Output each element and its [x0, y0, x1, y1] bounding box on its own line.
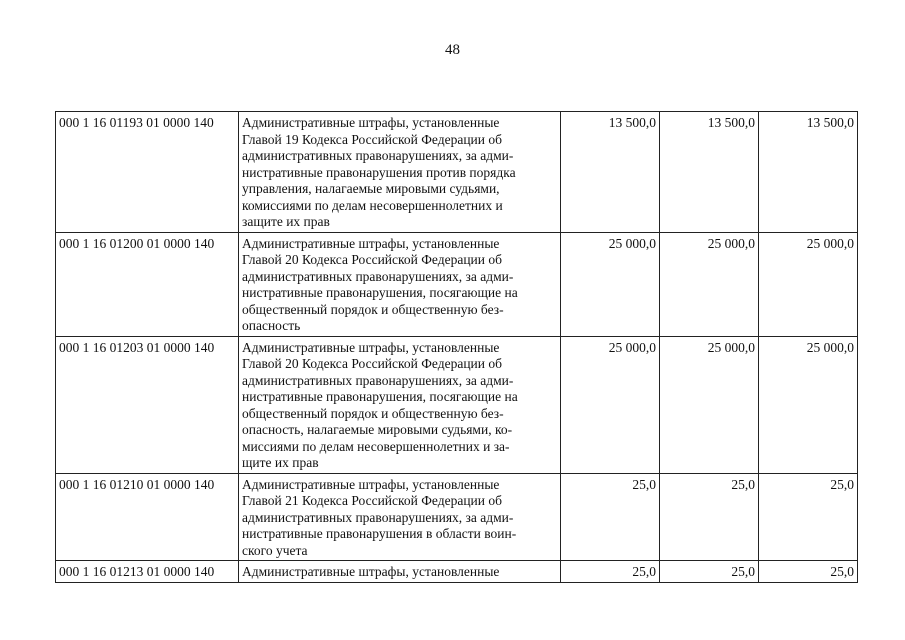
revenue-name-line: нистративные правонарушения, посягающие на [242, 389, 518, 404]
revenue-name-cell [239, 336, 561, 473]
amount-year-3-cell: 13 500,0 [759, 112, 858, 233]
revenue-name-line: Административные штрафы, установленные [242, 339, 500, 355]
amount-year-3-cell: 25,0 [759, 561, 858, 583]
amount-year-2-cell: 25,0 [660, 473, 759, 561]
revenue-code-cell: 000 1 16 01213 01 0000 140 [56, 561, 239, 583]
table-row [56, 473, 858, 561]
amount-year-2-cell: 25,0 [660, 561, 759, 583]
amount-year-3-cell: 25 000,0 [759, 232, 858, 336]
revenue-name-cell [239, 232, 561, 336]
revenue-name-cell [239, 112, 561, 233]
revenue-name-line: защите их прав [242, 214, 330, 229]
revenue-name-line: общественный порядок и общественную без- [242, 301, 504, 317]
table-row [56, 232, 858, 336]
amount-year-2-cell: 25 000,0 [660, 336, 759, 473]
table-row [56, 336, 858, 473]
table-row [56, 112, 858, 233]
amount-year-1-cell: 25 000,0 [561, 336, 660, 473]
page-number: 48 [445, 42, 460, 58]
revenue-name-line: Главой 19 Кодекса Российской Федерации об [242, 131, 502, 147]
revenue-name-line: комиссиями по делам несовершеннолетних и [242, 197, 503, 213]
revenue-name-line: административных правонарушениях, за адми- [242, 148, 514, 163]
revenue-name-line: Главой 20 Кодекса Российской Федерации об [242, 252, 502, 267]
revenue-name-cell [239, 473, 561, 561]
revenue-name-line: щите их прав [242, 455, 319, 470]
amount-year-2-cell: 13 500,0 [660, 112, 759, 233]
revenue-name-line: Главой 20 Кодекса Российской Федерации об [242, 356, 502, 371]
revenue-name-line: Административные штрафы, установленные [242, 235, 500, 251]
revenue-code-cell: 000 1 16 01200 01 0000 140 [56, 232, 239, 336]
amount-year-1-cell: 13 500,0 [561, 112, 660, 233]
revenue-name-line: миссиями по делам несовершеннолетних и за- [242, 438, 510, 454]
revenue-name-line: Главой 21 Кодекса Российской Федерации об [242, 493, 502, 508]
amount-year-3-cell: 25 000,0 [759, 336, 858, 473]
revenue-name-line: управления, налагаемые мировыми судьями, [242, 181, 500, 196]
amount-year-1-cell: 25,0 [561, 561, 660, 583]
revenue-code-cell: 000 1 16 01193 01 0000 140 [56, 112, 239, 233]
revenue-name-line: общественный порядок и общественную без- [242, 405, 504, 421]
table-body [56, 112, 858, 583]
revenue-name-line: административных правонарушениях, за адми- [242, 268, 514, 284]
amount-year-2-cell: 25 000,0 [660, 232, 759, 336]
revenue-name-line: Административные штрафы, установленные [242, 115, 500, 130]
revenue-code-cell: 000 1 16 01210 01 0000 140 [56, 473, 239, 561]
revenue-name-line: административных правонарушениях, за адми- [242, 372, 514, 388]
revenue-code-cell: 000 1 16 01203 01 0000 140 [56, 336, 239, 473]
revenue-name-line: нистративные правонарушения, посягающие на [242, 285, 518, 300]
revenue-name-line: нистративные правонарушения в области воин- [242, 526, 517, 541]
table-row [56, 561, 858, 583]
revenue-name-line: Административные штрафы, установленные [242, 476, 500, 492]
revenue-name-line: административных правонарушениях, за адми- [242, 509, 514, 525]
revenue-name-line: ского учета [242, 542, 308, 558]
revenue-name-line: Административные штрафы, установленные [242, 564, 500, 579]
budget-revenue-table [55, 111, 858, 583]
amount-year-3-cell: 25,0 [759, 473, 858, 561]
amount-year-1-cell: 25 000,0 [561, 232, 660, 336]
revenue-name-cell [239, 561, 561, 583]
revenue-name-line: опасность [242, 318, 301, 333]
revenue-name-line: опасность, налагаемые мировыми судьями, ко- [242, 422, 513, 437]
amount-year-1-cell: 25,0 [561, 473, 660, 561]
revenue-name-line: нистративные правонарушения против порядка [242, 164, 516, 180]
